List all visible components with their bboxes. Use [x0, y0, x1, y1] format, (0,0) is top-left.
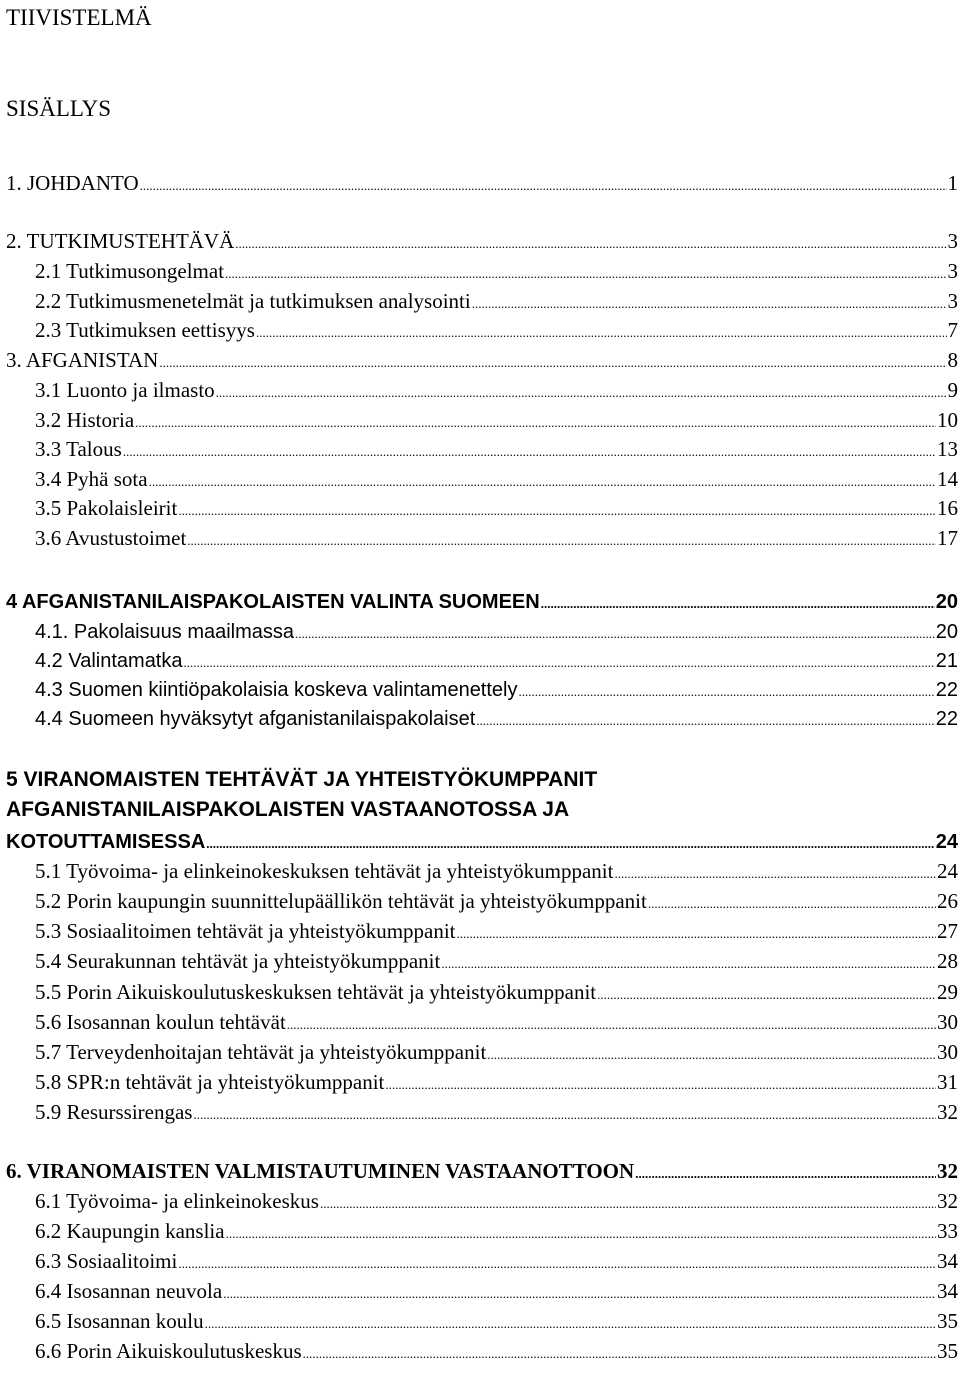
toc-entry-page: 1: [947, 171, 958, 195]
toc-entry-page: 35: [937, 1309, 958, 1333]
toc-entry-6-4[interactable]: [6, 1278, 958, 1307]
toc-entry-page: 32: [937, 1189, 958, 1213]
toc-entry-3[interactable]: [6, 347, 958, 376]
dot-leader: [135, 407, 936, 436]
toc-entry-page: 33: [937, 1219, 958, 1243]
toc-entry-5-1[interactable]: [6, 858, 958, 887]
toc-entry-3-1[interactable]: [6, 377, 958, 406]
toc-entry-label: 2.3 Tutkimuksen eettisyys: [35, 318, 255, 342]
toc-entry-6-3[interactable]: [6, 1248, 958, 1277]
dot-leader: [441, 948, 936, 977]
contents-heading: SISÄLLYS: [6, 96, 112, 121]
toc-entry-page: 16: [937, 496, 958, 520]
toc-entry-label: 6.3 Sosiaalitoimi: [35, 1249, 178, 1273]
dot-leader: [635, 1158, 936, 1187]
toc-entry-page: 20: [935, 621, 958, 643]
toc-entry-4-4[interactable]: [6, 706, 958, 734]
toc-entry-4-3[interactable]: [6, 677, 958, 705]
toc-entry-2-2[interactable]: [6, 288, 958, 317]
toc-entry-page: 3: [947, 229, 958, 253]
toc-entry-page: 13: [937, 437, 958, 461]
toc-entry-label: 5.2 Porin kaupungin suunnittelupäällikön tehtävät ja yhteistyökumppanit: [35, 889, 647, 913]
toc-entry-page: 22: [935, 679, 958, 701]
dot-leader: [519, 677, 935, 705]
toc-entry-label: 6.4 Isosannan neuvola: [35, 1279, 223, 1303]
dot-leader: [476, 706, 934, 734]
toc-entry-page: 31: [937, 1070, 958, 1094]
toc-entry-3-4[interactable]: [6, 466, 958, 495]
dot-leader: [216, 377, 947, 406]
toc-entry-label: 4.3 Suomen kiintiöpakolaisia koskeva valintamenettely: [35, 679, 518, 701]
toc-entry-label: 5.7 Terveydenhoitajan tehtävät ja yhteistyökumppanit: [35, 1040, 487, 1064]
toc-entry-4[interactable]: [6, 589, 958, 617]
dot-leader: [140, 170, 947, 199]
toc-entry-page: 28: [937, 949, 958, 973]
dot-leader: [295, 619, 935, 647]
dot-leader: [597, 979, 936, 1008]
toc-entry-page: 29: [937, 980, 958, 1004]
toc-entry-label: 3.3 Talous: [35, 437, 122, 461]
toc-entry-3-6[interactable]: [6, 525, 958, 554]
toc-entry-page: 26: [937, 889, 958, 913]
toc-entry-label: 4.1. Pakolaisuus maailmassa: [35, 621, 295, 643]
toc-entry-page: 32: [937, 1100, 958, 1124]
toc-entry-5[interactable]: [6, 829, 958, 857]
dot-leader: [225, 258, 946, 287]
toc-entry-label: 5.3 Sosiaalitoimen tehtävät ja yhteistyökumppanit: [35, 919, 456, 943]
toc-entry-page: 20: [935, 591, 958, 613]
dot-leader: [223, 1278, 936, 1307]
toc-entry-label: 6.5 Isosannan koulu: [35, 1309, 204, 1333]
dot-leader: [205, 1308, 936, 1337]
dot-leader: [487, 1039, 936, 1068]
dot-leader: [320, 1188, 936, 1217]
toc-entry-page: 9: [947, 378, 958, 402]
toc-entry-label: 3.2 Historia: [35, 408, 135, 432]
toc-entry-label: 6.2 Kaupungin kanslia: [35, 1219, 225, 1243]
toc-entry-label: 2.1 Tutkimusongelmat: [35, 259, 225, 283]
toc-entry-label: 3.6 Avustustoimet: [35, 526, 187, 550]
toc-entry-6-6[interactable]: [6, 1338, 958, 1367]
toc-entry-label: 5.9 Resurssirengas: [35, 1100, 193, 1124]
toc-entry-page: 8: [947, 348, 958, 372]
toc-entry-label: 4.4 Suomeen hyväksytyt afganistanilaispakolaiset: [35, 708, 476, 730]
toc-entry-page: 27: [937, 919, 958, 943]
toc-entry-5-5[interactable]: [6, 979, 958, 1008]
dot-leader: [472, 288, 947, 317]
toc-entry-1[interactable]: [6, 170, 958, 199]
toc-entry-page: 24: [935, 831, 958, 853]
toc-entry-label: 3.4 Pyhä sota: [35, 467, 148, 491]
dot-leader: [178, 1248, 936, 1277]
abstract-heading: TIIVISTELMÄ: [6, 5, 152, 30]
toc-entry-label: 6.1 Työvoima- ja elinkeinokeskus: [35, 1189, 319, 1213]
toc-entry-page: 14: [937, 467, 958, 491]
dot-leader: [457, 918, 936, 947]
toc-entry-6[interactable]: [6, 1158, 958, 1187]
toc-entry-5-4[interactable]: [6, 948, 958, 977]
toc-entry-page: 34: [937, 1249, 958, 1273]
toc-entry-page: 22: [935, 708, 958, 730]
toc-entry-label: 1. JOHDANTO: [6, 171, 139, 195]
toc-entry-label: 2.2 Tutkimusmenetelmät ja tutkimuksen analysointi: [35, 289, 471, 313]
toc-entry-label: 4.2 Valintamatka: [35, 650, 183, 672]
toc-entry-page: 32: [937, 1159, 958, 1183]
toc-entry-5-8[interactable]: [6, 1069, 958, 1098]
toc-entry-label: 5.6 Isosannan koulun tehtävät: [35, 1010, 286, 1034]
toc-entry-4-1[interactable]: [6, 619, 958, 647]
toc-entry-5-line-2[interactable]: AFGANISTANILAISPAKOLAISTEN VASTAANOTOSSA JA: [6, 798, 570, 821]
toc-entry-label: 6.6 Porin Aikuiskoulutuskeskus: [35, 1339, 302, 1363]
toc-entry-5-9[interactable]: [6, 1099, 958, 1128]
toc-entry-page: 34: [937, 1279, 958, 1303]
toc-entry-6-5[interactable]: [6, 1308, 958, 1337]
toc-entry-page: 30: [937, 1010, 958, 1034]
toc-entry-label: 6. VIRANOMAISTEN VALMISTAUTUMINEN VASTAANOTTOON: [6, 1159, 635, 1183]
dot-leader: [648, 888, 936, 917]
toc-entry-label: 4 AFGANISTANILAISPAKOLAISTEN VALINTA SUOMEEN: [6, 591, 540, 613]
toc-entry-4-2[interactable]: [6, 648, 958, 676]
toc-entry-page: 35: [937, 1339, 958, 1363]
toc-entry-2-3[interactable]: [6, 317, 958, 346]
dot-leader: [235, 228, 946, 257]
dot-leader: [159, 347, 946, 376]
toc-entry-label: 5.4 Seurakunnan tehtävät ja yhteistyökumppanit: [35, 949, 441, 973]
toc-entry-page: 21: [935, 650, 958, 672]
dot-leader: [256, 317, 947, 346]
dot-leader: [541, 589, 935, 617]
toc-entry-label: 5.8 SPR:n tehtävät ja yhteistyökumppanit: [35, 1070, 385, 1094]
toc-entry-5-7[interactable]: [6, 1039, 958, 1068]
toc-entry-6-1[interactable]: [6, 1188, 958, 1217]
dot-leader: [226, 1218, 936, 1247]
toc-entry-5-line-1[interactable]: 5 VIRANOMAISTEN TEHTÄVÄT JA YHTEISTYÖKUMPPANIT: [6, 768, 598, 791]
dot-leader: [178, 495, 936, 524]
dot-leader: [287, 1009, 936, 1038]
toc-entry-page: 3: [947, 259, 958, 283]
dot-leader: [187, 525, 936, 554]
toc-entry-page: 3: [947, 289, 958, 313]
toc-entry-label: 3. AFGANISTAN: [6, 348, 159, 372]
dot-leader: [206, 829, 934, 857]
toc-entry-page: 30: [937, 1040, 958, 1064]
toc-entry-page: 7: [947, 318, 958, 342]
toc-entry-page: 10: [937, 408, 958, 432]
toc-entry-2-1[interactable]: [6, 258, 958, 287]
dot-leader: [193, 1099, 936, 1128]
toc-entry-3-5[interactable]: [6, 495, 958, 524]
dot-leader: [614, 858, 936, 887]
toc-entry-5-2[interactable]: [6, 888, 958, 917]
dot-leader: [385, 1069, 936, 1098]
toc-entry-3-3[interactable]: [6, 436, 958, 465]
dot-leader: [123, 436, 936, 465]
dot-leader: [149, 466, 936, 495]
toc-entry-label: 2. TUTKIMUSTEHTÄVÄ: [6, 229, 235, 253]
toc-entry-label: 3.1 Luonto ja ilmasto: [35, 378, 215, 402]
toc-entry-3-2[interactable]: [6, 407, 958, 436]
dot-leader: [184, 648, 935, 676]
toc-entry-label: KOTOUTTAMISESSA: [6, 831, 206, 853]
toc-entry-page: 17: [937, 526, 958, 550]
toc-entry-6-2[interactable]: [6, 1218, 958, 1247]
toc-entry-label: 3.5 Pakolaisleirit: [35, 496, 178, 520]
toc-entry-5-3[interactable]: [6, 918, 958, 947]
toc-entry-5-6[interactable]: [6, 1009, 958, 1038]
toc-entry-2[interactable]: [6, 228, 958, 257]
toc-entry-label: 5.1 Työvoima- ja elinkeinokeskuksen tehtävät ja yhteistyökumppanit: [35, 859, 614, 883]
toc-entry-page: 24: [937, 859, 958, 883]
dot-leader: [303, 1338, 936, 1367]
toc-entry-label: 5.5 Porin Aikuiskoulutuskeskuksen tehtävät ja yhteistyökumppanit: [35, 980, 597, 1004]
